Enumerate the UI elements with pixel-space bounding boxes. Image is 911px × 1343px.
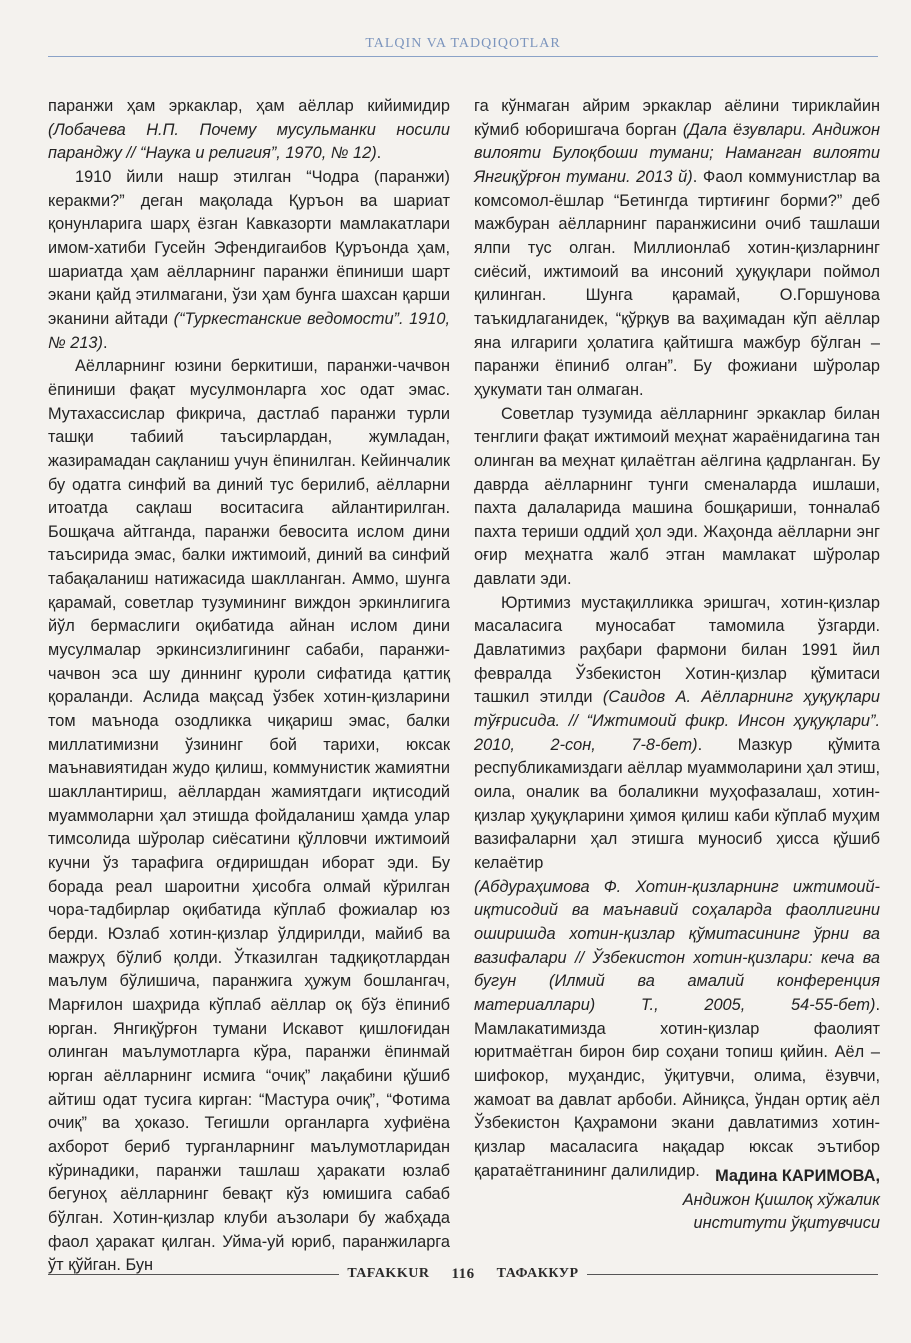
paragraph-text-after: . xyxy=(376,144,382,163)
citation: (Саидов А. Аёлларнинг ҳуқуқлари тўғрисида. // “Ижтимоий фикр. Инсон ҳуқуқлари”. 2010, 2-сон, 7-8-бет) xyxy=(474,688,880,754)
paragraph-text: га кўнмаган айрим эркаклар аёлини тириклайин кўмиб юборишгача борган xyxy=(474,97,880,139)
paragraph-text: Юртимиз мустақилликка эришгач, хотин-қизлар масаласига муносабат тамомила ўзгарди. Давлатимиз раҳбари фармони билан 1991 йил февралда Ўзбекистон Хотин-қизлар қўмитаси ташкил этилди xyxy=(474,593,880,707)
citation: (“Туркестанские ведомости”. 1910, № 213) xyxy=(48,309,450,352)
footer-rule-right xyxy=(587,1274,878,1275)
right-column xyxy=(474,95,880,1183)
page-footer xyxy=(48,1264,878,1284)
citation: (Абдураҳимова Ф. Хотин-қизларнинг ижтимоий-иқтисодий ва маънавий соҳаларда фаоллигини оширишда хотин-қизлар қўмитасининг ўрни ва вазифалари // Ўзбекистон хотин-қизлари: кеча ва бугун (Илмий ва амалий конференция материаллари) Т., 2005, 54-55-бет) xyxy=(474,877,880,1014)
paragraph xyxy=(474,876,880,1184)
author-name: Мадина КАРИМОВА, xyxy=(715,1167,880,1185)
footer-magazine-latin: TAFAKKUR xyxy=(347,1266,430,1281)
page-number: 116 xyxy=(451,1265,475,1282)
paragraph xyxy=(48,355,450,1278)
paragraph xyxy=(474,592,880,876)
paragraph-text-after: . Мазкур қўмита республикамиздаги аёллар муаммоларини ҳал этиш, оила, оналик ва болаликни муҳофазалаш, хотин-қизлар ҳуқуқларини ҳимоя қилиш каби кўплаб муҳим вазифаларни ҳал этишга муносиб ҳисса қўшиб келаётир xyxy=(474,735,881,872)
running-header xyxy=(48,36,878,57)
paragraph-text-after: . Фаол коммунистлар ва комсомол-ёшлар “Бетингда тиртиғинг борми?” деб мажбуран аёлларнинг паранжисини очиб ташлаши ялпи тус олган. Миллионлаб хотин-қизларнинг сиёсий, ижтимоий ва инсоний ҳуқуқлари поймол қилинган. Шунга қарамай, О.Горшунова таъкидлаганидек, “қўрқув ва ваҳимадан кўп аёллар яна илгариги ҳолатига қайтишга мажбур бўлган – паранжи ёпиниб олган”. Бу фожиани шўролар ҳукумати тан олмаган. xyxy=(474,167,880,399)
footer-rule-left xyxy=(48,1274,339,1275)
header-rule xyxy=(48,56,878,57)
paragraph-text-after: . xyxy=(102,333,108,352)
paragraph-text: Аёлларнинг юзини беркитиши, паранжи-чачвон ёпиниши фақат мусулмонларга хос одат эмас. Мутахассислар фикрича, дастлаб паранжи турли ташқи табиий таъсирлардан, жумладан, жазирамадан сақланиш учун ёпинилган. Кейинчалик бу одатга синфий ва диний тус берилиб, аёлларни итоатда сақлаш воситасига айлантирилган. Бошқача айтганда, паранжи бевосита ислом дини таъсирида эмас, балки ижтимоий, диний ва синфий табақаланиш натижасида шаклланган. Аммо, шунга қарамай, советлар тузумининг виждон эркинлигига йўл бермаслиги оқибатида айнан ислом дини мусулмалар эркинсизлигининг сабаби, паранжи-чачвон эса шу диннинг қуроли сифатида қаттиқ қораланди. Аслида мақсад ўзбек хотин-қизларини том маънода озодликка чиқариш эмас, балки миллатимизни ўзининг бой тарихи, юксак маънавиятидан жудо қилиш, коммунистик жамиятни шакллантириш, аёллардан жамиятдаги иқтисодий муаммоларни ҳал этишда фойдаланиш ҳамда улар тимсолида шўролар сиёсатини қўлловчи ижтимоий кучни ўз тарафига оғдиришдан иборат эди. Бу борада реал шароитни ҳисобга олмай кўрилган чора-тадбирлар оқибатида кўплаб фожиалар юз берди. Юзлаб хотин-қизлар ўлдирилди, майиб ва мажруҳ бўлиб қолди. Ўтказилган тадқиқотлардан маълум бўлишича, паранжига ҳужум бошлангач, Марғилон шаҳрида кўплаб аёллар оқ бўз ёпиниб юрган. Янгиқўрғон тумани Искавот қишлоғидан олинган маълумотларга кўра, паранжи ёпинмай юрган аёлларнинг исмига “очиқ” лақабини қўшиб айтиш одат тусига кирган: “Мастура очиқ”, “Фотима очиқ” ва ҳоказо. Тегишли органларга хуфиёна ахборот бериб турганларнинг маълумотларидан кўринадики, паранжи ташлаш ҳаракати юзлаб бегуноҳ аёлларнинг бевақт кўз юмишига сабаб бўлган. Хотин-қизлар клуби аъзолари бу жабҳада фаол ҳаракат қилган. Уйма-уй юриб, паранжиларга ўт қўйган. Бун xyxy=(48,357,450,1275)
left-column xyxy=(48,95,450,1278)
paragraph-text-after: . Мамлакатимизда хотин-қизлар фаолият юритмаётган бирон бир соҳани топиш қийин. Аёл – шифокор, муҳандис, ўқитувчи, олима, ёзувчи, жамоат ва давлат арбоби. Айниқса, ўндан ортиқ аёл Ўзбекистон Қаҳрамони экани давлатимиз хотин-қизлар масаласига нақадар юксак эътибор қаратаётганининг далилидир. xyxy=(474,995,880,1180)
author-signature xyxy=(474,1165,880,1236)
citation: (Дала ёзувлари. Андижон вилояти Булоқбоши тумани; Наманган вилояти Янгиқўрғон тумани. 2013 й) xyxy=(474,120,880,186)
section-title: TALQIN VA TADQIQOTLAR xyxy=(365,36,561,51)
citation: (Лобачева Н.П. Почему мусульманки носили паранджу // “Наука и религия”, 1970, № 12) xyxy=(48,120,450,163)
paragraph xyxy=(48,166,450,355)
author-affiliation-2: институти ўқитувчиси xyxy=(693,1214,880,1233)
paragraph-text: паранжи ҳам эркаклар, ҳам аёллар кийимидир xyxy=(48,97,450,115)
paragraph-text: Советлар тузумида аёлларнинг эркаклар билан тенглиги фақат ижтимоий меҳнат жараёнидагина тан олинган ва меҳнат қилаётган аёлгина қадрланган. Бу даврда аёлларнинг тунги сменаларда ишлаши, пахта далаларида машина бошқариши, тонналаб пахта териши оддий ҳол эди. Жаҳонда аёлларни энг оғир меҳнатга жалб этган мамлакат шўролар давлати эди. xyxy=(474,404,880,589)
paragraph xyxy=(48,95,450,166)
author-affiliation-1: Андижон Қишлоқ хўжалик xyxy=(682,1190,880,1209)
paragraph xyxy=(474,95,880,403)
paragraph xyxy=(474,403,880,592)
footer-magazine-cyrillic: ТАФАККУР xyxy=(496,1266,579,1281)
paragraph-text: 1910 йили нашр этилган “Чодра (паранжи) керакми?” деган мақолада Қуръон ва шариат қонунларига шарҳ ёзган Кавказорти мамлакатлари имом-хатиби Гусейн Эфендигаибов Қуръонда ҳам, шариатда ҳам аёлларнинг паранжи ёпиниши шарт экани қайд этилмагани, ўзи ҳам бунга шахсан қарши эканини айтади xyxy=(48,167,450,328)
